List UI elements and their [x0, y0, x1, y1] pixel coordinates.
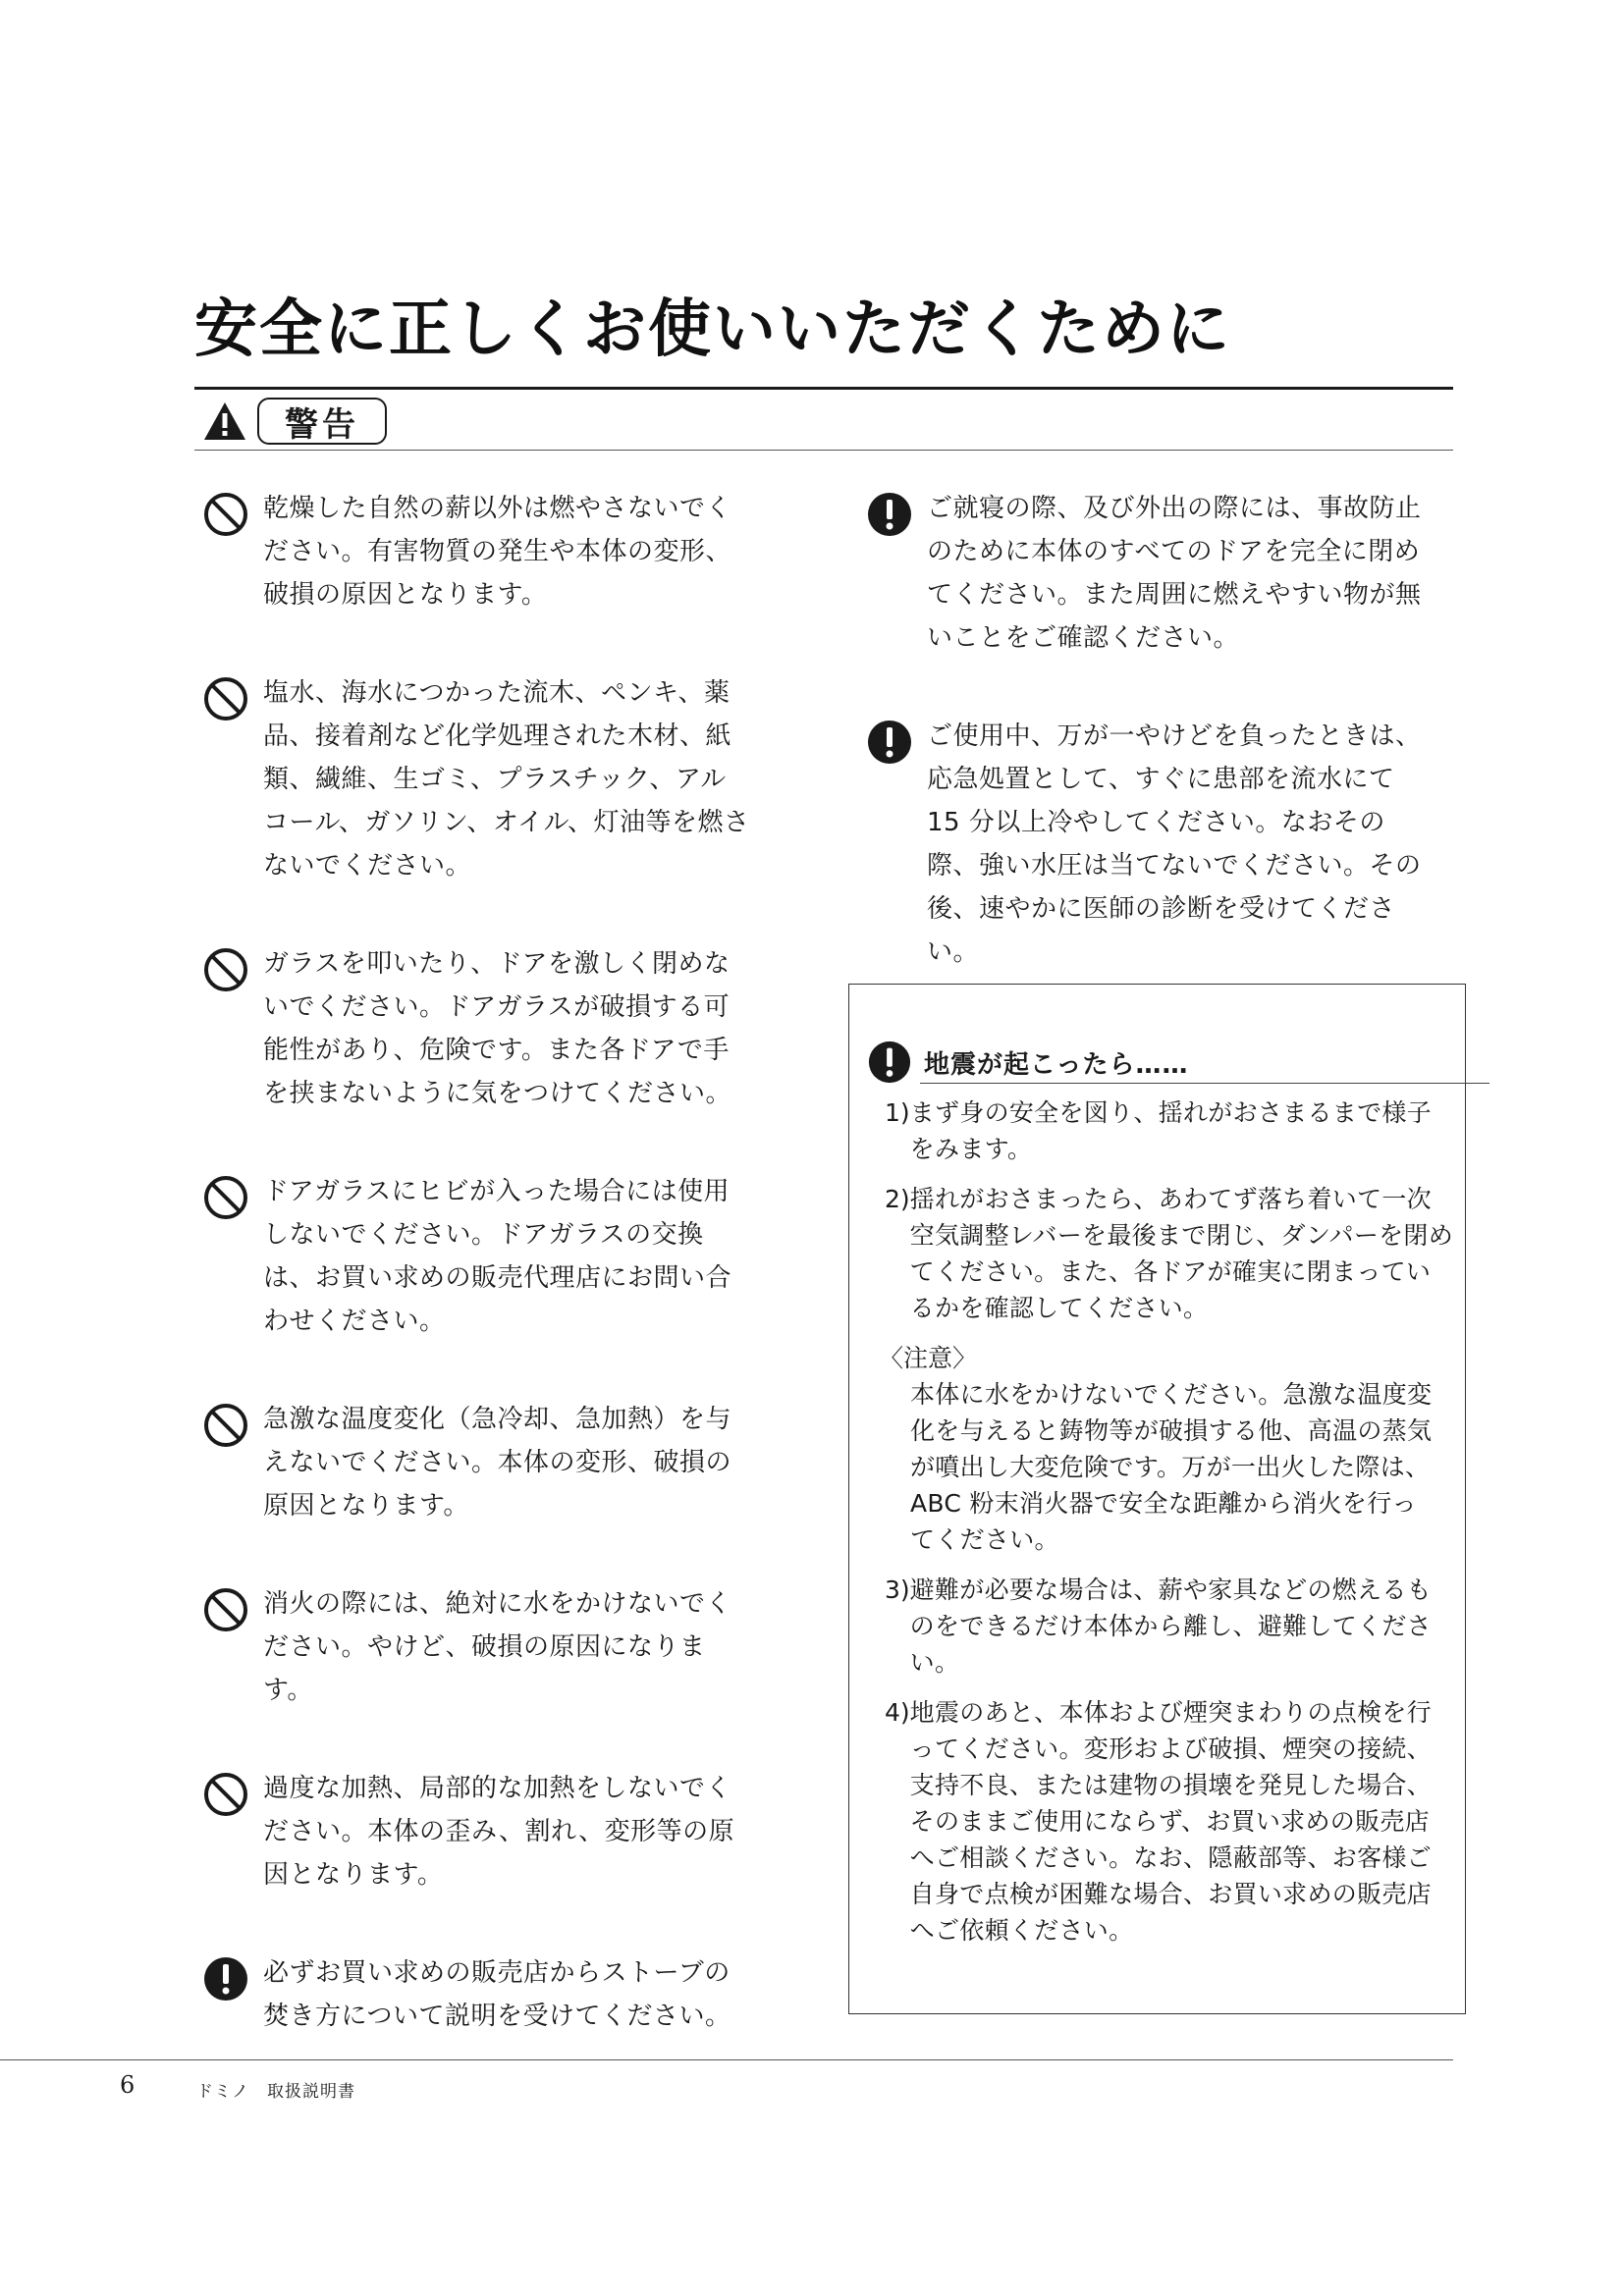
step-text: 揺れがおさまったら、あわてず落ち着いて一次空気調整レバーを最後まで閉じ、ダンパーを閉めてください。また、各ドアが確実に閉まっているかを確認してください。 [909, 1185, 1454, 1322]
warning-triangle-icon [202, 400, 247, 442]
note-text: 本体に水をかけないでください。急激な温度変化を与えると鋳物等が破損する他、高温の蒸気が噴出し大変危険です。万が一出火した際は、ABC 粉末消火器で安全な距離から消火を行ってください。 [910, 1380, 1433, 1554]
earthquake-step [885, 1181, 1454, 1326]
caution-item [202, 1170, 752, 1343]
earthquake-steps [879, 1095, 1454, 1962]
caution-item [202, 487, 752, 616]
caution-text: ご使用中、万が一やけどを負ったときは、応急処置として、すぐに患部を流水にて15 分以上冷やしてください。なおその際、強い水圧は当てないでください。その後、速やかに医師の診断を受けてください。 [927, 721, 1422, 967]
warning-rule [194, 450, 1453, 451]
caution-text: 塩水、海水につかった流木、ペンキ、薬品、接着剤など化学処理された木材、紙類、繊維、生ゴミ、プラスチック、アルコール、ガソリン、オイル、灯油等を燃さないでください。 [263, 678, 750, 881]
manual-title: ドミノ 取扱説明書 [196, 2082, 355, 2102]
title-rule [194, 387, 1453, 390]
step-number: 3) [885, 1575, 910, 1604]
page-number: 6 [120, 2071, 135, 2099]
earthquake-title: 地震が起こったら…… [924, 1049, 1189, 1080]
note-label: 〈注意〉 [879, 1344, 978, 1372]
exclamation-icon [867, 1040, 912, 1085]
step-number: 4) [885, 1698, 910, 1727]
caution-item [202, 1951, 752, 2038]
left-column [202, 487, 752, 2093]
right-column [866, 487, 1426, 1029]
prohibition-icon [202, 1771, 249, 1818]
step-number: 2) [885, 1185, 910, 1213]
caution-item [202, 942, 752, 1115]
exclamation-icon [866, 491, 913, 538]
exclamation-icon [202, 1955, 249, 2002]
earthquake-heading [867, 1040, 1188, 1085]
prohibition-icon [202, 946, 249, 993]
prohibition-icon [202, 491, 249, 538]
earthquake-step [885, 1572, 1454, 1681]
step-text: まず身の安全を図り、揺れがおさまるまで様子をみます。 [909, 1098, 1432, 1163]
caution-item [202, 1398, 752, 1527]
step-text: 避難が必要な場合は、薪や家具などの燃えるものをできるだけ本体から離し、避難してください。 [909, 1575, 1432, 1677]
caution-item [866, 487, 1426, 660]
caution-text: 過度な加熱、局部的な加熱をしないでください。本体の歪み、割れ、変形等の原因となります。 [263, 1774, 735, 1890]
prohibition-icon [202, 675, 249, 722]
warning-header [202, 398, 387, 445]
exclamation-icon [866, 719, 913, 766]
prohibition-icon [202, 1402, 249, 1449]
earthquake-heading-rule [920, 1083, 1489, 1084]
caution-text: 消火の際には、絶対に水をかけないでください。やけど、破損の原因になります。 [263, 1589, 732, 1705]
caution-text: ドアガラスにヒビが入った場合には使用しないでください。ドアガラスの交換は、お買い求めの販売代理店にお問い合わせください。 [263, 1177, 732, 1336]
prohibition-icon [202, 1586, 249, 1633]
warning-label: 警告 [257, 398, 387, 445]
caution-text: ご就寝の際、及び外出の際には、事故防止のために本体のすべてのドアを完全に閉めてください。また周囲に燃えやすい物が無いことをご確認ください。 [927, 494, 1422, 653]
earthquake-step [885, 1694, 1454, 1949]
caution-item [866, 715, 1426, 974]
step-number: 1) [885, 1098, 910, 1127]
earthquake-step [885, 1095, 1454, 1167]
caution-item [202, 1582, 752, 1712]
caution-item [202, 1767, 752, 1896]
caution-text: 必ずお買い求めの販売店からストーブの焚き方について説明を受けてください。 [263, 1958, 731, 2031]
caution-text: ガラスを叩いたり、ドアを激しく閉めないでください。ドアガラスが破損する可能性があり、危険です。また各ドアで手を挟まないように気をつけてください。 [263, 949, 732, 1108]
prohibition-icon [202, 1174, 249, 1221]
caution-text: 急激な温度変化（急冷却、急加熱）を与えないでください。本体の変形、破損の原因となります。 [263, 1405, 732, 1521]
page-title: 安全に正しくお使いいただくために [194, 293, 1231, 366]
caution-item [202, 671, 752, 887]
step-text: 地震のあと、本体および煙突まわりの点検を行ってください。変形および破損、煙突の接続、支持不良、または建物の損壊を発見した場合、そのままご使用にならず、お買い求めの販売店へご相談ください。なお、隠蔽部等、お客様ご自身で点検が困難な場合、お買い求めの販売店へご依頼ください。 [909, 1698, 1432, 1945]
earthquake-box [848, 984, 1466, 2014]
footer-rule [0, 2059, 1453, 2060]
caution-text: 乾燥した自然の薪以外は燃やさないでください。有害物質の発生や本体の変形、破損の原因となります。 [263, 494, 732, 610]
